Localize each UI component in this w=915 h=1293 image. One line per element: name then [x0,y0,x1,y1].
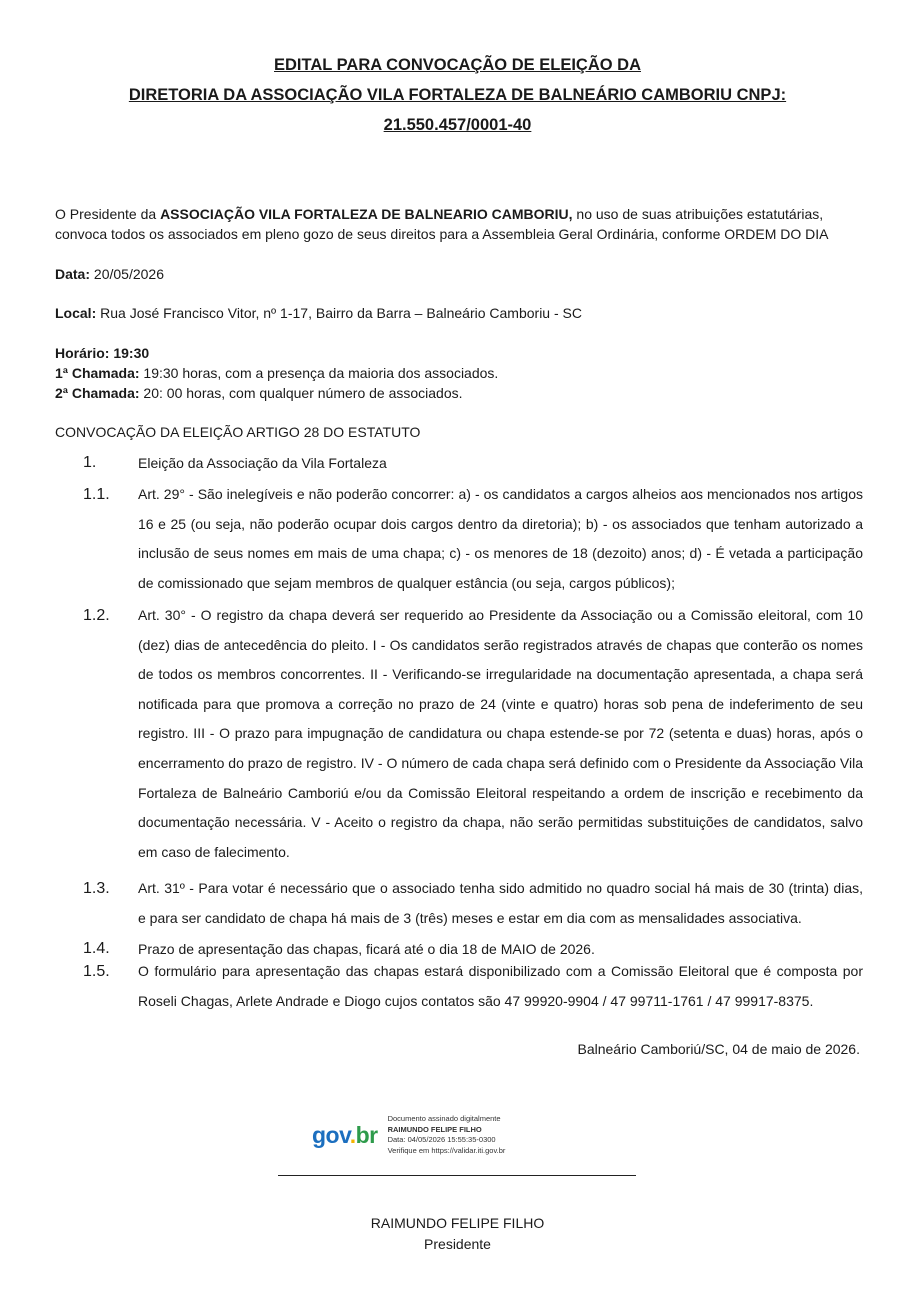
signature-details [388,1114,506,1156]
item-number: 1. [83,454,97,471]
signer-name: RAIMUNDO FELIPE FILHO [370,1215,545,1231]
chamada1-line [55,363,863,383]
govbr-logo [312,1122,378,1149]
item-text: O formulário para apresentação das chapas estará disponibilizado com a Comissão Eleitoral que é composta por Roseli Chagas, Arlete Andrade e Diogo cujos contatos são 47 99920-9904 / 47 99711-1761 / 47 99917-8375. [138,963,863,1009]
list-item [55,452,863,474]
local-label: Local: [55,305,97,321]
govbr-logo-br: br [355,1121,378,1148]
digital-signature-stamp [312,1102,570,1168]
list-item [55,874,863,933]
intro-prefix: O Presidente da [55,206,161,222]
place-and-date: Balneário Camboriú/SC, 04 de maio de 2026. [577,1041,860,1057]
signature-date: Data: 04/05/2026 15:55:35-0300 [387,1135,496,1144]
chamada1-label: 1ª Chamada: [55,365,140,381]
item-text: Art. 30° - O registro da chapa deverá ser requerido ao Presidente da Associação ou a Comissão eleitoral, com 10 (dez) dias de antecedência do pleito. I - Os candidatos serão registrados através de chapas que conterão os nomes de todos os membros concorrentes. II - Verificando-se irregularidade na documentação apresentada, a chapa será notificada para que promova a correção no prazo de 24 (vinte e quatro) horas sob pena de indeferimento de seu registro. III - O prazo para impugnação de candidatura ou chapa estende-se por 72 (setenta e duas) horas, após o encerramento do prazo de registro. IV - O número de cada chapa será definido com o Presidente da Associação Vila Fortaleza de Balneário Camboriú e/ou da Comissão Eleitoral respeitando a ordem de inscrição e recebimento da documentação necessária. V - Aceito o registro da chapa, não serão permitidas substituições de candidatos, salvo em caso de falecimento. [138,607,863,860]
section-title: CONVOCAÇÃO DA ELEIÇÃO ARTIGO 28 DO ESTATUTO [55,424,421,440]
chamada2-label: 2ª Chamada: [55,385,140,401]
item-text: Art. 31º - Para votar é necessário que o associado tenha sido admitido no quadro social há mais de 30 (trinta) dias, e para ser candidato de chapa há mais de 3 (três) meses e estar em dia com as mensalidades associativa. [138,880,863,926]
document-title-line1: EDITAL PARA CONVOCAÇÃO DE ELEIÇÃO DA [274,56,641,74]
intro-paragraph [55,204,863,244]
signature-verify-link: Verifique em https://validar.iti.gov.br [387,1145,506,1155]
local-line [55,303,863,323]
horario-line [55,343,863,363]
item-text: Prazo de apresentação das chapas, ficará até o dia 18 de MAIO de 2026. [138,941,595,957]
signature-caption: Documento assinado digitalmente [387,1114,501,1123]
item-text: Eleição da Associação da Vila Fortaleza [138,455,387,471]
item-number: 1.5. [83,963,110,980]
signature-name: RAIMUNDO FELIPE FILHO [387,1124,482,1134]
date-label: Data: [55,266,91,282]
schedule-block [55,343,863,403]
item-text: Art. 29° - São inelegíveis e não poderão concorrer: a) - os candidatos a cargos alheios aos mencionados nos artigos 16 e 25 (ou seja, não poderão ocupar dois cargos dentro da diretoria); b) - os associados que tenham autorizado a inclusão de seus nomes em mais de uma chapa; c) - os menores de 18 (dezoito) anos; d) - É vetada a participação de comissionado que sejam membros de qualquer estância (ou seja, cargos públicos); [138,486,863,591]
document-title-line3: 21.550.457/0001-40 [383,116,532,134]
intro-suffix: no uso de suas atribuições estatutárias, convoca todos os associados em pleno gozo de seus direitos para a Assembleia Geral Ordinária, conforme ORDEM DO DIA [55,206,829,242]
item-number: 1.2. [83,607,110,624]
govbr-logo-dot: . [349,1121,356,1148]
document-title-line2: DIRETORIA DA ASSOCIAÇÃO VILA FORTALEZA DE BALNEÁRIO CAMBORIU CNPJ: [128,86,787,104]
date-line [55,264,863,284]
item-number: 1.4. [83,940,110,957]
list-item [55,480,863,598]
item-number: 1.3. [83,880,110,897]
chamada2-value: 20: 00 horas, com qualquer número de associados. [139,385,463,401]
local-value: Rua José Francisco Vitor, nº 1-17, Bairro da Barra – Balneário Camboriu - SC [96,305,582,321]
horario-label: Horário: 19:30 [55,345,150,361]
chamada1-value: 19:30 horas, com a presença da maioria dos associados. [139,365,499,381]
govbr-logo-gov: gov [312,1121,350,1148]
list-item [55,601,863,867]
list-item [55,957,863,1016]
association-name: ASSOCIAÇÃO VILA FORTALEZA DE BALNEARIO CAMBORIU, [160,206,573,222]
signature-line [278,1175,636,1176]
chamada2-line [55,383,863,403]
signer-role: Presidente [424,1236,491,1252]
item-number: 1.1. [83,486,110,503]
date-value: 20/05/2026 [90,266,164,282]
